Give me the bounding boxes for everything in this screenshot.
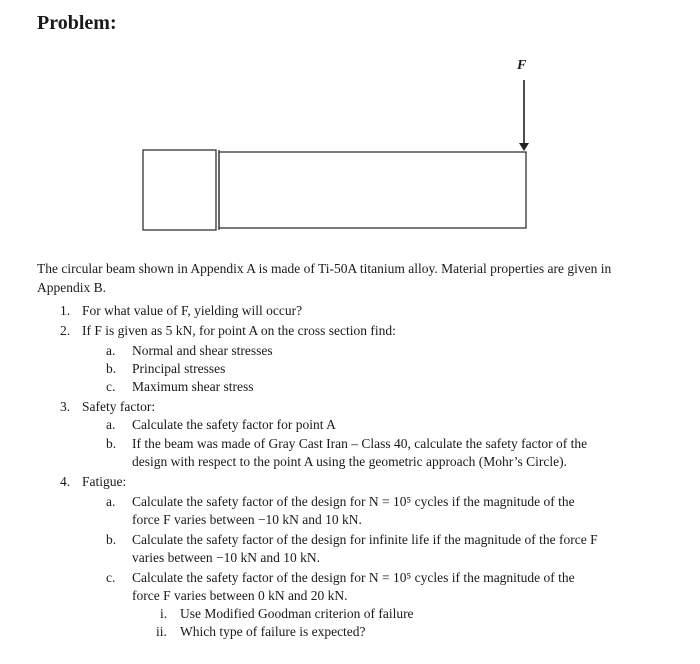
q4cii-text: Which type of failure is expected? bbox=[180, 624, 366, 639]
q3a-text: Calculate the safety factor for point A bbox=[132, 417, 336, 432]
q4-number: 4. bbox=[60, 474, 71, 489]
q4b-line2: varies between −10 kN and 10 kN. bbox=[132, 550, 320, 565]
q4a-number: a. bbox=[106, 494, 116, 509]
q1-text: For what value of F, yielding will occur? bbox=[82, 303, 303, 318]
q2c-text: Maximum shear stress bbox=[132, 379, 254, 394]
q1-number: 1. bbox=[60, 303, 71, 318]
q4a-line1: Calculate the safety factor of the design for N = 10⁵ cycles if the magnitude of the bbox=[132, 494, 575, 509]
q3b-line1: If the beam was made of Gray Cast Iran – Class 40, calculate the safety factor of the bbox=[132, 436, 588, 451]
q4a-line2: force F varies between −10 kN and 10 kN. bbox=[132, 512, 362, 527]
q4ci-number: i. bbox=[160, 606, 168, 621]
q4c-line1: Calculate the safety factor of the design for N = 10⁵ cycles if the magnitude of the bbox=[132, 570, 575, 585]
q4b-number: b. bbox=[106, 532, 117, 547]
q3b-line2: design with respect to the point A using the geometric approach (Mohr’s Circle). bbox=[132, 454, 568, 469]
q4c-line2: force F varies between 0 kN and 20 kN. bbox=[132, 588, 348, 603]
beam-body bbox=[219, 152, 526, 228]
q3-number: 3. bbox=[60, 399, 71, 414]
force-arrow-head bbox=[519, 143, 529, 151]
q2-text: If F is given as 5 kN, for point A on the cross section find: bbox=[82, 323, 396, 338]
q4ci-text: Use Modified Goodman criterion of failure bbox=[180, 606, 414, 621]
beam-diagram bbox=[0, 0, 700, 250]
q2c-number: c. bbox=[106, 379, 116, 394]
q3a-number: a. bbox=[106, 417, 116, 432]
q2b-text: Principal stresses bbox=[132, 361, 226, 376]
q2b-number: b. bbox=[106, 361, 117, 376]
q4c-number: c. bbox=[106, 570, 116, 585]
q4cii-number: ii. bbox=[156, 624, 167, 639]
q3b-number: b. bbox=[106, 436, 117, 451]
q4b-line1: Calculate the safety factor of the design for infinite life if the magnitude of the force F bbox=[132, 532, 598, 547]
q2a-text: Normal and shear stresses bbox=[132, 343, 273, 358]
q2a-number: a. bbox=[106, 343, 116, 358]
problem-intro: The circular beam shown in Appendix A is made of Ti-50A titanium alloy. Material properties are given in Appendix B. bbox=[37, 261, 612, 295]
q3-text: Safety factor: bbox=[82, 399, 156, 414]
problem-title: Problem: bbox=[37, 12, 117, 34]
force-label: F bbox=[517, 58, 527, 73]
beam-support-block bbox=[143, 150, 216, 230]
q4-text: Fatigue: bbox=[82, 474, 127, 489]
q2-number: 2. bbox=[60, 323, 71, 338]
